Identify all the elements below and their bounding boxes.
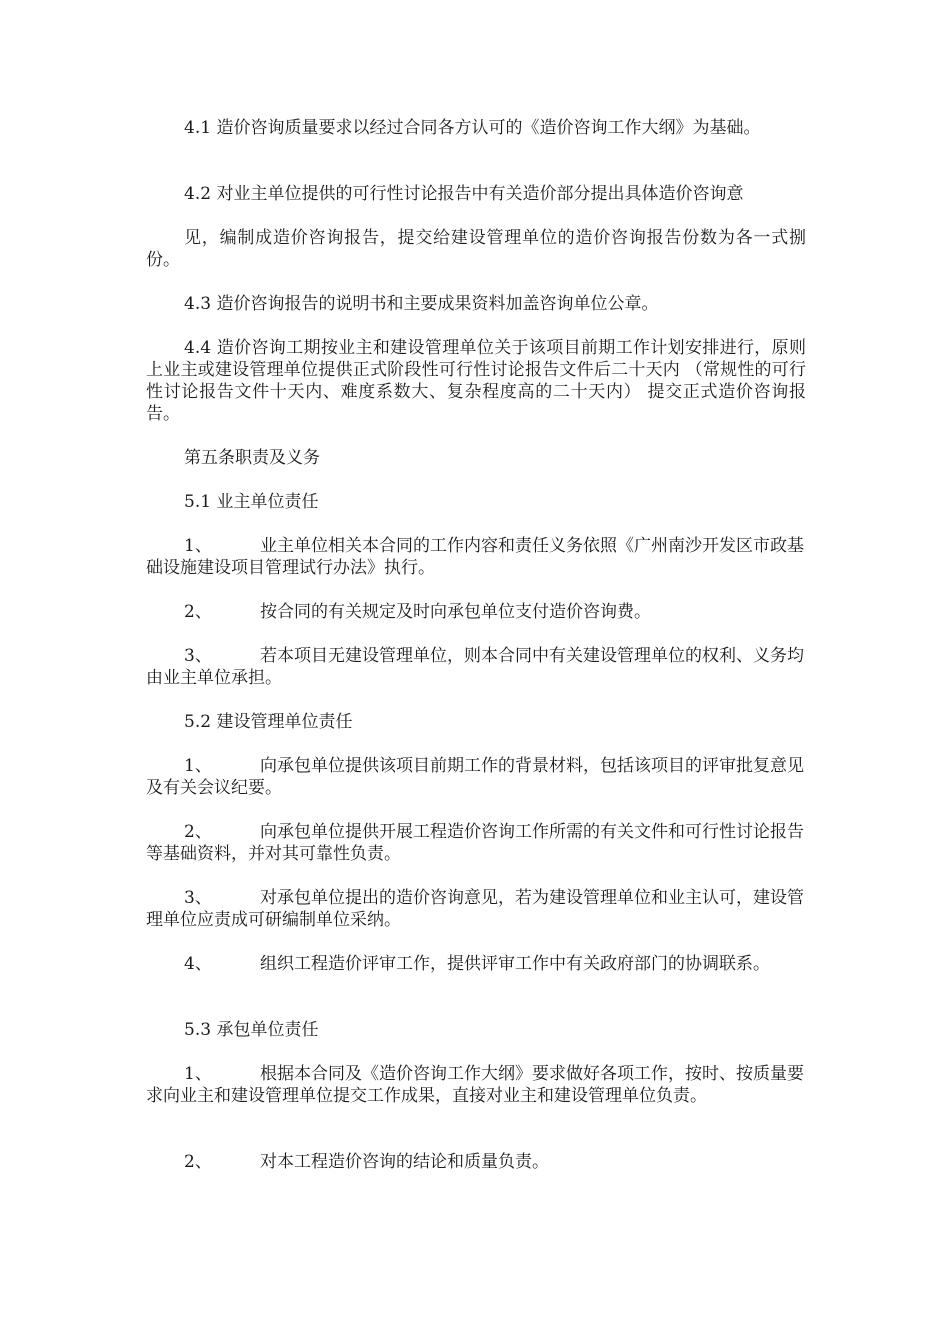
paragraph-4-4: 4.4 造价咨询工期按业主和建设管理单位关于该项目前期工作计划安排进行，原则上业主或建设管理单位提供正式阶段性可行性讨论报告文件后二十天内 （常规性的可行性讨论报告文件十天内、难度系数大、复杂程度高的二十天内） 提交正式造价咨询报告。: [146, 338, 806, 424]
list-item-text: 业主单位相关本合同的工作内容和责任义务依照《广州南沙开发区市政基 础设施建设项目管理试行办法》执行。: [146, 536, 804, 578]
list-item: [146, 1063, 806, 1107]
list-item: [146, 1151, 806, 1173]
paragraph-4-2-line1: 4.2 对业主单位提供的可行性讨论报告中有关造价部分提出具体造价咨询意: [184, 184, 744, 204]
paragraph-4-2-line2: 见，编制成造价咨询报告，提交给建设管理单位的造价咨询报告份数为各一式捌 份。: [146, 228, 806, 270]
list-item-text: 按合同的有关规定及时向承包单位支付造价咨询费。: [260, 602, 651, 622]
list-item-number: 1、: [184, 536, 212, 556]
list-item-text: 组织工程造价评审工作，提供评审工作中有关政府部门的协调联系。: [260, 954, 770, 974]
list-item-number: 1、: [184, 1064, 212, 1084]
list-item: [146, 645, 806, 689]
paragraph-4-1: 4.1 造价咨询质量要求以经过合同各方认可的《造价咨询工作大纲》为基础。: [184, 118, 761, 138]
section-5-2-heading: 5.2 建设管理单位责任: [184, 712, 353, 732]
list-item: [146, 601, 806, 623]
list-item: [146, 887, 806, 931]
list-item-number: 2、: [184, 822, 212, 842]
section-5-3-heading: 5.3 承包单位责任: [184, 1020, 319, 1040]
list-item: [146, 821, 806, 865]
list-item-text: 对承包单位提出的造价咨询意见，若为建设管理单位和业主认可，建设管 理单位应责成可研编制单位采纳。: [146, 888, 804, 930]
list-item: [146, 953, 806, 975]
list-item-number: 4、: [184, 954, 212, 974]
list-item-number: 3、: [184, 646, 212, 666]
list-item-text: 向承包单位提供该项目前期工作的背景材料，包括该项目的评审批复意见 及有关会议纪要。: [146, 756, 804, 798]
list-item-text: 若本项目无建设管理单位，则本合同中有关建设管理单位的权利、义务均 由业主单位承担。: [146, 646, 804, 688]
list-item-number: 1、: [184, 756, 212, 776]
list-item-text: 向承包单位提供开展工程造价咨询工作所需的有关文件和可行性讨论报告 等基础资料，并对其可靠性负责。: [146, 822, 804, 864]
list-item-number: 3、: [184, 888, 212, 908]
list-item: [146, 535, 806, 579]
list-item: [146, 755, 806, 799]
article-5-heading: 第五条职责及义务: [184, 448, 320, 468]
list-item-number: 2、: [184, 602, 212, 622]
list-item-text: 根据本合同及《造价咨询工作大纲》要求做好各项工作，按时、按质量要 求向业主和建设管理单位提交工作成果，直接对业主和建设管理单位负责。: [146, 1064, 804, 1106]
list-item-number: 2、: [184, 1152, 212, 1172]
list-item-text: 对本工程造价咨询的结论和质量负责。: [260, 1152, 549, 1172]
paragraph-4-3: 4.3 造价咨询报告的说明书和主要成果资料加盖咨询单位公章。: [184, 294, 659, 314]
section-5-1-heading: 5.1 业主单位责任: [184, 492, 319, 512]
